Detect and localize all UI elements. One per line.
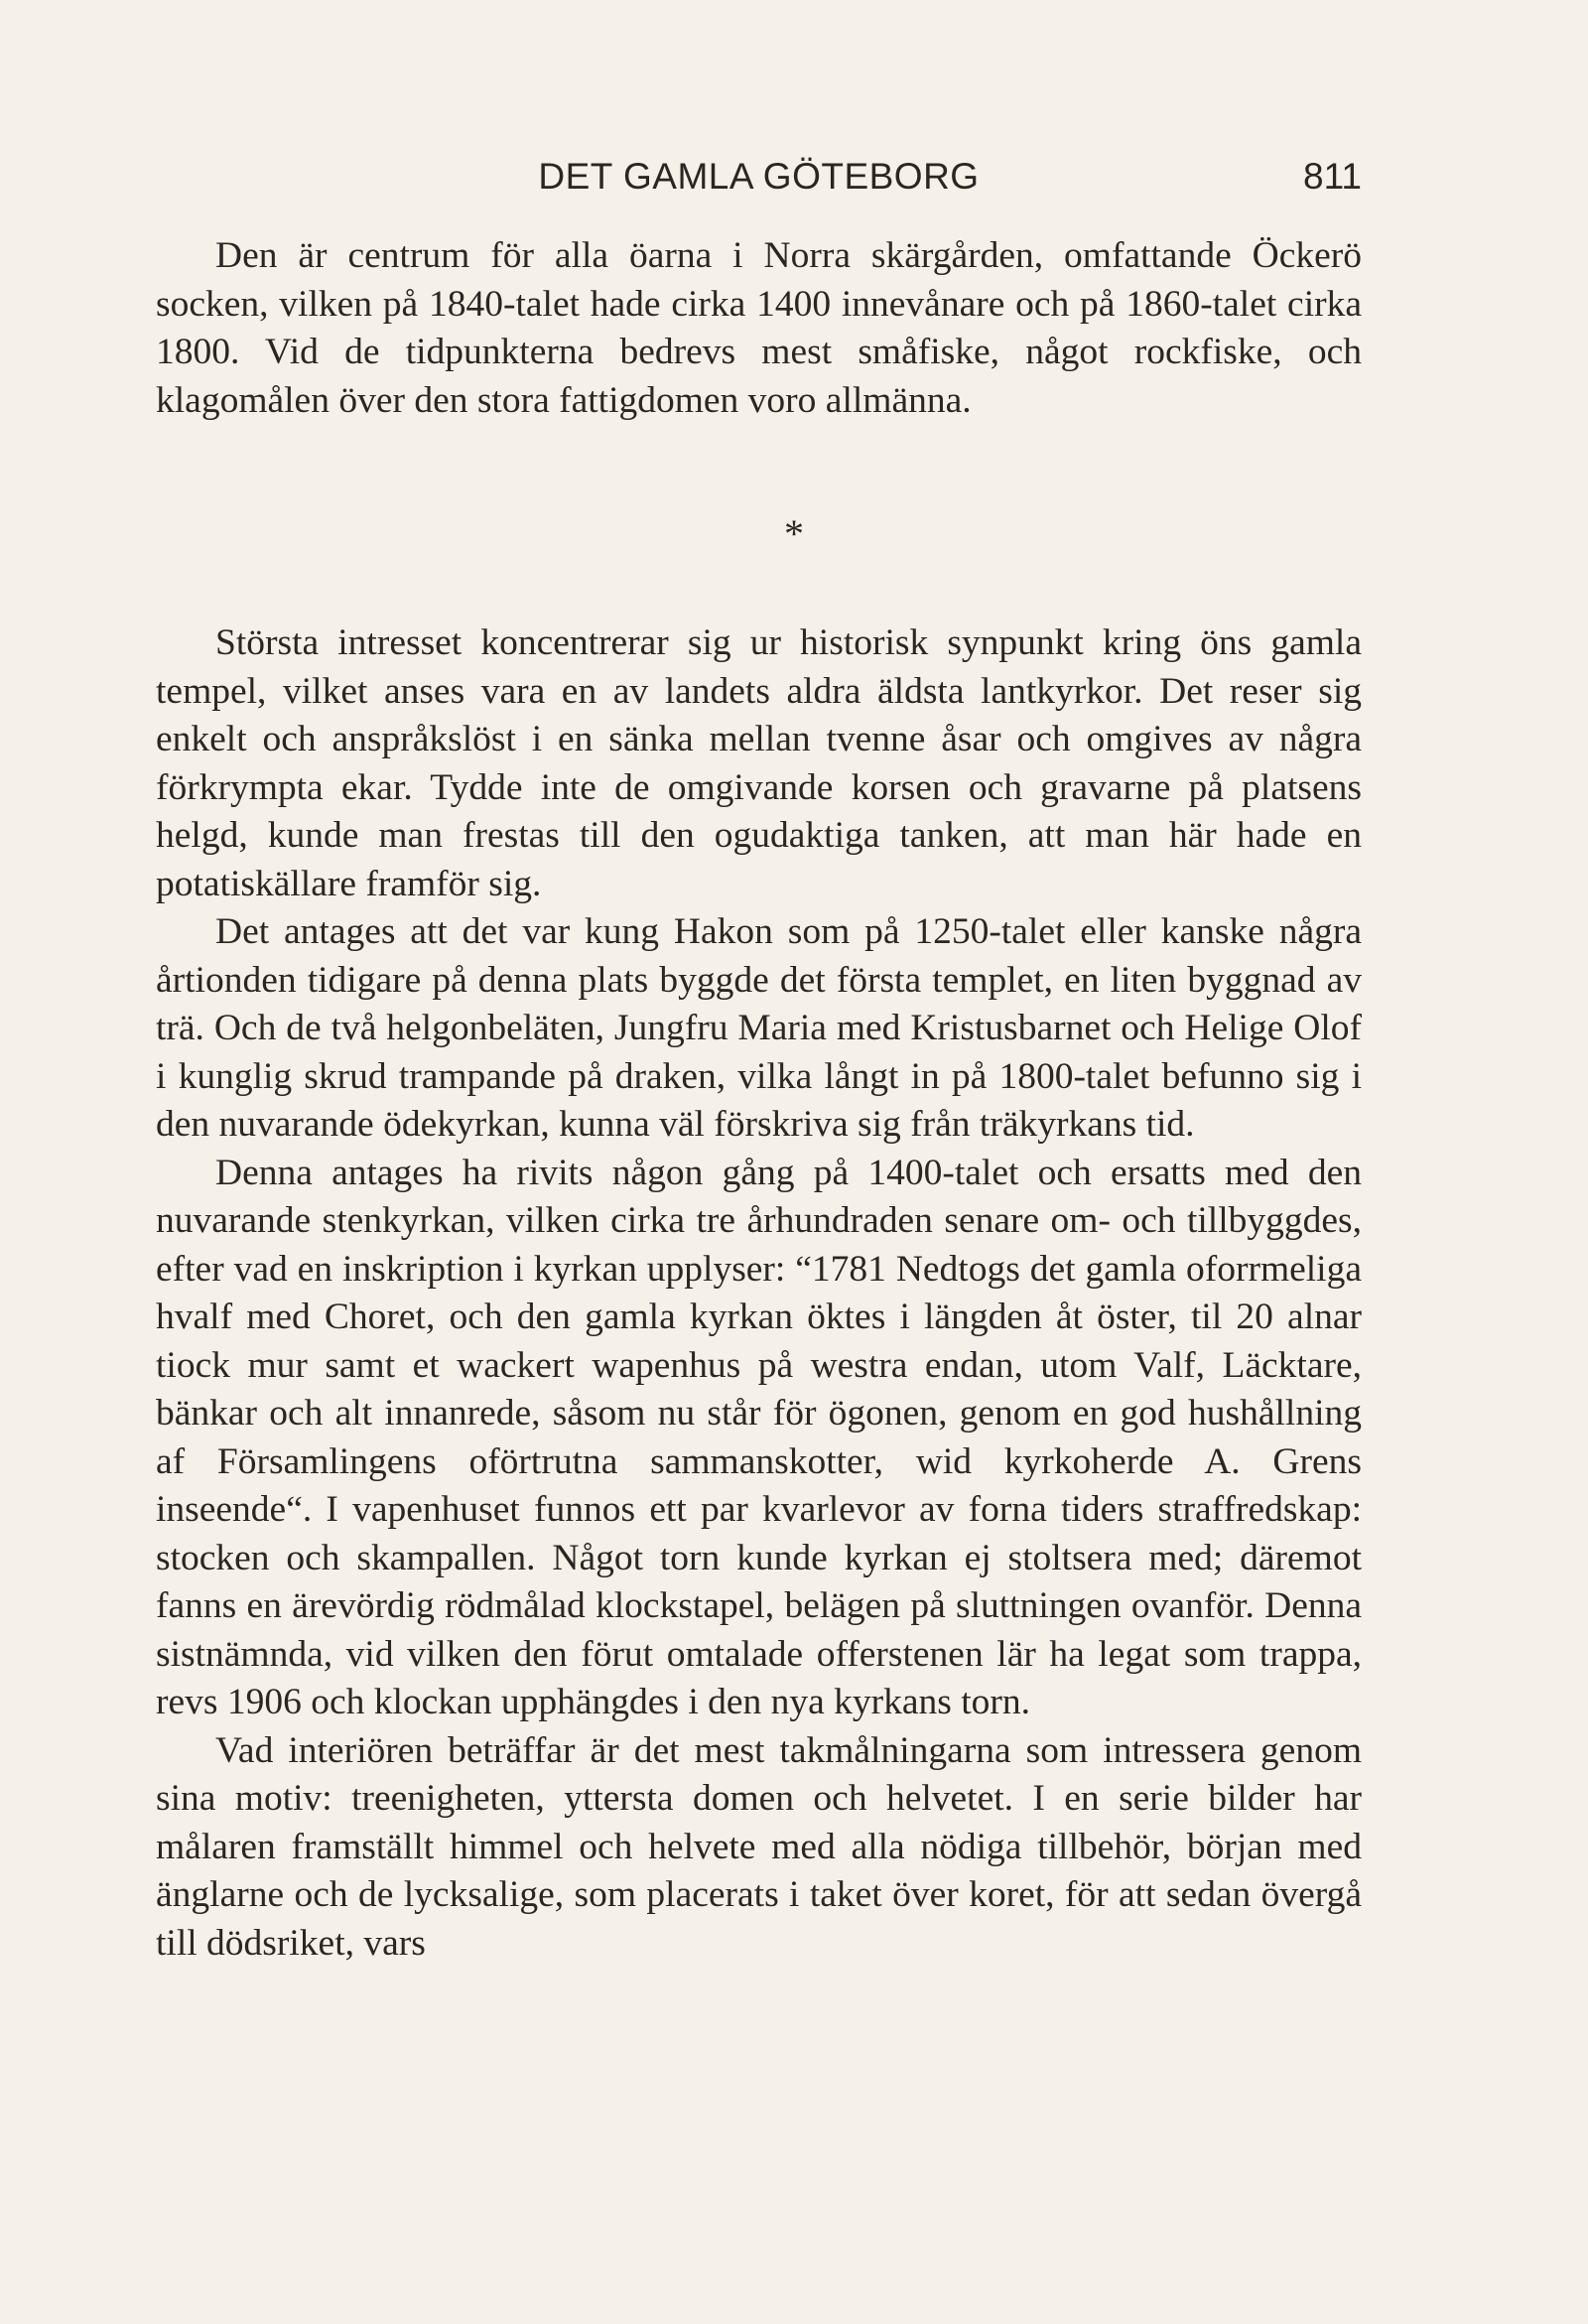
- paragraph-4: Denna antages ha rivits någon gång på 1400-talet och ersatts med den nuvarande stenkyrkan, vilken cirka tre århundraden senare om- och tillbyggdes, efter vad en inskription i kyrkan upplyser: “1781 Nedtogs det gamla oforrmeliga hvalf med Choret, och den gamla kyrkan öktes i längden åt öster, til 20 alnar tiock mur samt et wackert wapenhus på westra endan, utom Valf, Läcktare, bänkar och alt innanrede, såsom nu står för ögonen, genom en god hushållning af Församlingens oförtrutna sammanskotter, wid kyrkoherde A. Grens inseende“. I vapenhuset funnos ett par kvarlevor av forna tiders straffredskap: stocken och skampallen. Något torn kunde kyrkan ej stoltsera med; däremot fanns en ärevördig rödmålad klockstapel, belägen på sluttningen ovanför. Denna sistnämnda, vid vilken den förut omtalade offerstenen lär ha legat som trappa, revs 1906 och klockan upphängdes i den nya kyrkans torn.: [156, 1152, 1362, 1722]
- paragraph-1: Den är centrum för alla öarna i Norra skärgården, omfattande Öckerö socken, vilken på 1840-talet hade cirka 1400 innevånare och på 1860-talet cirka 1800. Vid de tidpunkterna bedrevs mest småfiske, något rockfiske, och klagomålen över den stora fattigdomen voro allmänna.: [156, 235, 1362, 421]
- running-head: [156, 147, 1362, 206]
- running-title: DET GAMLA GÖTEBORG: [538, 156, 980, 197]
- text-section-2: [156, 619, 1362, 1968]
- paragraph-3: Det antages att det var kung Hakon som på 1250-talet eller kanske några årtionden tidigare på denna plats byggde det första templet, en liten byggnad av trä. Och de två helgonbeläten, Jungfru Maria med Kristusbarnet och Helige Olof i kunglig skrud trampande på draken, vilka långt in på 1800-talet befunno sig i den nuvarande ödekyrkan, kunna väl förskriva sig från träkyrkans tid.: [156, 911, 1362, 1145]
- paragraph-5: Vad interiören beträffar är det mest takmålningarna som intressera genom sina motiv: treenigheten, yttersta domen och helvetet. I en serie bilder har målaren framställt himmel och helvete med alla nödiga tillbehör, början med änglarne och de lycksalige, som placerats i taket över koret, för att sedan övergå till dödsriket, vars: [156, 1729, 1362, 1964]
- paragraph-2: Största intresset koncentrerar sig ur historisk synpunkt kring öns gamla tempel, vilket anses vara en av landets aldra äldsta lantkyrkor. Det reser sig enkelt och anspråkslöst i en sänka mellan tvenne åsar och omgives av några förkrympta ekar. Tydde inte de omgivande korsen och gravarne på platsens helgd, kunde man frestas till den ogudaktiga tanken, att man här hade en potatiskällare framför sig.: [156, 622, 1362, 904]
- section-ornament: *: [784, 511, 804, 556]
- page-number: 811: [1303, 156, 1362, 197]
- text-section-1: [156, 232, 1362, 425]
